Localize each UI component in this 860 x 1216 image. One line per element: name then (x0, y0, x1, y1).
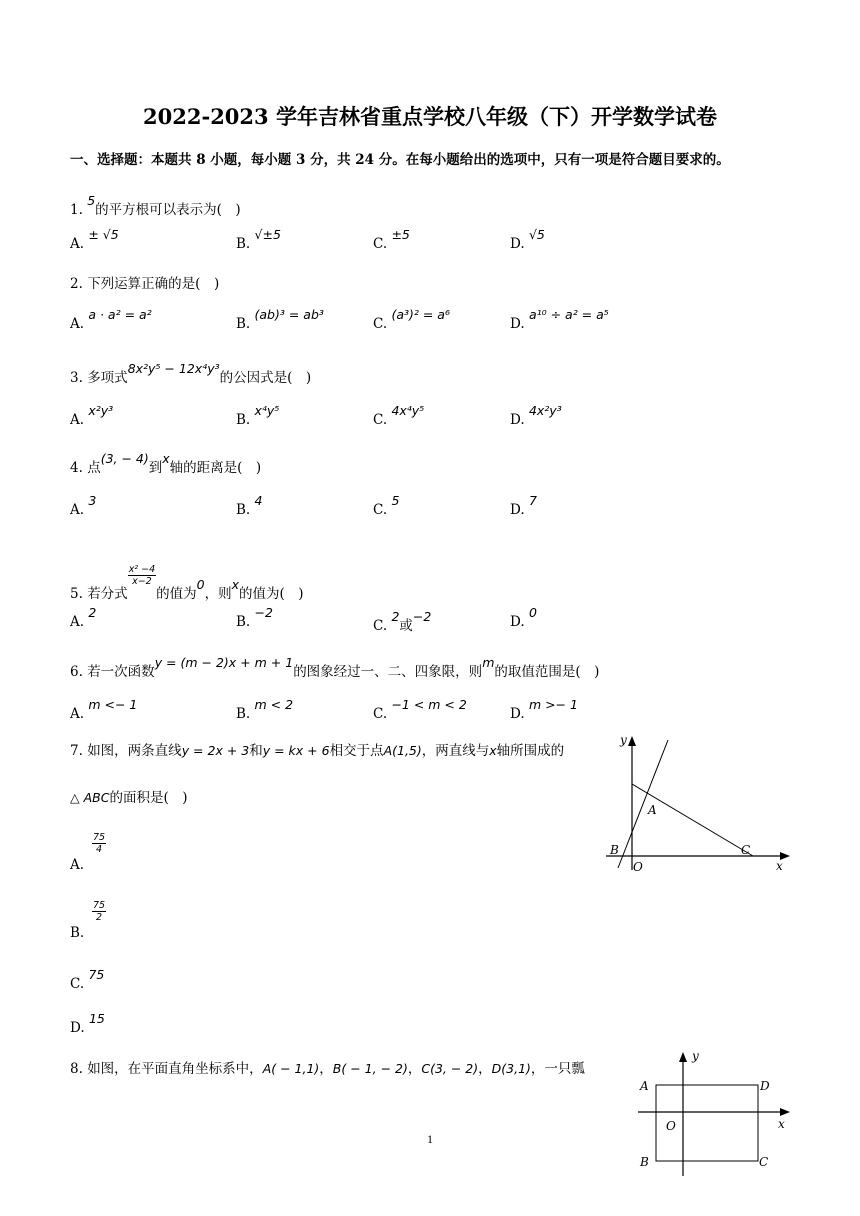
option-value: 0 (528, 605, 537, 620)
question-7-line2 (70, 786, 188, 806)
option-value: −1 < m < 2 (391, 697, 467, 712)
q1-option-a[interactable]: A. ± √5 (70, 227, 119, 252)
question-text: 的面积是( ) (109, 790, 188, 806)
question-text: 轴的距离是( ) (169, 460, 262, 476)
q3-option-b[interactable]: B. x⁴y⁵ (236, 403, 280, 428)
label-c: C (759, 1155, 769, 1169)
question-text: 多项式 (87, 370, 128, 386)
x-axis-arrow-icon (780, 1108, 790, 1116)
option-value: 4 (254, 493, 263, 508)
question-text: 若一次函数 (87, 664, 155, 680)
q1-option-c[interactable]: C. ±5 (373, 227, 410, 252)
question-number: 3. (70, 370, 83, 386)
option-value: x⁴y⁵ (254, 403, 280, 418)
q3-option-c[interactable]: C. 4x⁴y⁵ (373, 403, 425, 428)
label-x: x (776, 859, 783, 873)
option-value: m <− 1 (88, 697, 138, 712)
math-expr: 5 (87, 193, 96, 208)
option-value: 4x²y³ (528, 403, 562, 418)
math-expr: y = 2x + 3 (181, 743, 250, 758)
label-b: B (640, 1155, 649, 1169)
option-fraction: $\frac{75}{4}$ (93, 832, 106, 855)
q3-option-a[interactable]: A. x²y³ (70, 403, 114, 428)
q1-option-b[interactable]: B. √±5 (236, 227, 281, 252)
page-title: 2022-2023 学年吉林省重点学校八年级（下）开学数学试卷 (143, 104, 717, 129)
question-text: 轴所围成的 (496, 743, 565, 759)
label-o: O (666, 1119, 676, 1133)
option-value: 75 (88, 967, 105, 982)
question-number: 8. (70, 1061, 83, 1077)
question-text: ，两直线与 (421, 743, 490, 759)
q2-option-a[interactable]: A. a · a² = a² (70, 307, 152, 332)
option-value: 5 (391, 493, 400, 508)
question-text: 如图，两条直线 (87, 743, 182, 759)
option-value: 2 (391, 609, 400, 624)
math-expr: △ ABC (70, 790, 110, 805)
q3-option-d[interactable]: D. 4x²y³ (510, 403, 562, 428)
label-o: O (633, 860, 643, 874)
q4-option-d[interactable]: D. 7 (510, 493, 537, 518)
question-text: ，一只瓢 (530, 1061, 585, 1077)
label-c: C (741, 843, 751, 857)
question-text: ，则 (204, 586, 232, 602)
q7-option-d[interactable]: D. 15 (70, 1011, 105, 1036)
option-value: m < 2 (254, 697, 294, 712)
question-text: 到 (148, 460, 163, 476)
q6-option-b[interactable]: B. m < 2 (236, 697, 294, 722)
question-text: 相交于点 (329, 743, 384, 759)
q6-option-a[interactable]: A. m <− 1 (70, 697, 138, 722)
q5-option-b[interactable]: B. −2 (236, 605, 273, 630)
math-expr: A(1,5) (383, 743, 422, 758)
math-expr: y = (m − 2)x + m + 1 (154, 655, 294, 670)
question-5 (70, 564, 304, 602)
math-expr: D(3,1) (491, 1061, 531, 1076)
question-text: 的取值范围是( ) (494, 664, 600, 680)
question-text: 的公因式是( ) (219, 370, 312, 386)
q6-option-c[interactable]: C. −1 < m < 2 (373, 697, 467, 722)
label-x: x (778, 1117, 785, 1131)
question-text: 下列运算正确的是( ) (87, 276, 220, 292)
option-value: 4x⁴y⁵ (391, 403, 425, 418)
math-expr: x (489, 743, 497, 758)
question-number: 1. (70, 202, 83, 218)
question-number: 6. (70, 664, 83, 680)
option-value: √5 (528, 227, 545, 242)
figure-8-graph (630, 1048, 800, 1178)
exam-page: 2022-2023 学年吉林省重点学校八年级（下）开学数学试卷 一、选择题：本题共 8 小题，每小题 3 分，共 24 分。在每小题给出的选项中，只有一项是符合题目要求的。 1. 5的平方根可以表示为( ) A. ± √5 B. √±5 C. ±5 D. √5 2. 下列运算正确的是( ) A. a · a² = a² B. (ab)³ = ab³ C. (a³)² = a⁶ D. a¹⁰ ÷ a² = a⁵ 3. 多项式8x²y⁵ − 12x⁴y³的公因式是( ) A. x²y³ B. x⁴y⁵ C. 4x⁴y⁵ D. 4x²y³ 4. 点(3, − 4)到x轴的距离是( ) A. 3 B. 4 C. 5 D. 7 5. 若分式 $\frac{\text{x² −4}}{x-2}$ 的值为0，则x的值为( ) A. 2 B. −2 C. 2或−2 D. 0 6. 若一次函数y = (m − 2)x + m + 1的图象经过一、二、四象限，则m的取值范围是( ) A. m <− 1 B. m < 2 C. −1 < m < 2 D. m >− 1 7. 如图，两条直线y = 2x + 3和y = kx + 6相交于点A(1,5)，两直线与x轴所围成的 △ ABC的面积是( ) $\frac{75}{4}$ A. $\frac{75}{2}$ B. C. 75 D. 15 y x A B O C 8. 如图，在平面直角坐标系中，A( − 1,1)，B( − 1, − 2)，C(3, − 2)，D(3,1)，一只瓢 y x A B O C D 1 (0, 0, 860, 1216)
question-text: 如图，在平面直角坐标系中， (87, 1061, 263, 1077)
question-number: 7. (70, 743, 83, 759)
q7-option-c[interactable]: C. 75 (70, 967, 105, 992)
math-expr: 8x²y⁵ − 12x⁴y³ (127, 361, 220, 376)
line-y-2x-3 (618, 740, 668, 868)
fraction: $\frac{\text{x² −4}}{x-2}$ (128, 564, 156, 587)
question-2 (70, 272, 219, 292)
question-3 (70, 361, 312, 386)
math-expr: 0 (196, 577, 205, 592)
question-number: 5. (70, 586, 83, 602)
question-text: 的值为 (156, 586, 197, 602)
option-text: 或 (399, 618, 413, 634)
figure-7-graph (598, 730, 798, 880)
option-value: m >− 1 (528, 697, 578, 712)
q6-option-d[interactable]: D. m >− 1 (510, 697, 578, 722)
page-number: 1 (427, 1132, 433, 1146)
math-expr: x (231, 577, 240, 592)
label-b: B (610, 843, 619, 857)
q5-option-d[interactable]: D. 0 (510, 605, 537, 630)
question-text: 和 (249, 743, 263, 759)
section-heading: 一、选择题：本题共 8 小题，每小题 3 分，共 24 分。在每小题给出的选项中，只有一项是符合题目要求的。 (70, 152, 730, 168)
q1-option-d[interactable]: D. √5 (510, 227, 545, 252)
label-a: A (648, 803, 657, 817)
question-text: 的值为( ) (239, 586, 304, 602)
option-fraction: $\frac{75}{2}$ (93, 900, 106, 923)
option-value: a¹⁰ ÷ a² = a⁵ (528, 307, 609, 322)
question-number: 2. (70, 276, 83, 292)
question-6 (70, 655, 600, 680)
option-value: x²y³ (88, 403, 114, 418)
q5-option-a[interactable]: A. 2 (70, 605, 97, 630)
y-axis-arrow-icon (628, 736, 636, 746)
option-value: 2 (88, 605, 97, 620)
option-value: a · a² = a² (88, 307, 152, 322)
math-expr: C(3, − 2) (421, 1061, 479, 1076)
math-expr: m (482, 655, 495, 670)
question-text: 若分式 (87, 586, 128, 602)
question-text: 的平方根可以表示为( ) (95, 202, 241, 218)
question-1 (70, 193, 241, 218)
q2-option-c[interactable]: C. (a³)² = a⁶ (373, 307, 450, 332)
q2-option-b[interactable]: B. (ab)³ = ab³ (236, 307, 324, 332)
option-value: ± √5 (88, 227, 119, 242)
math-expr: y = kx + 6 (262, 743, 330, 758)
q4-option-b[interactable]: B. 4 (236, 493, 263, 518)
question-text: 的图象经过一、二、四象限，则 (293, 664, 483, 680)
math-expr: (3, − 4) (100, 451, 149, 466)
math-expr: A( − 1,1) (262, 1061, 320, 1076)
question-4 (70, 451, 262, 476)
option-value: (ab)³ = ab³ (254, 307, 324, 322)
question-text: 点 (87, 460, 101, 476)
line-y-kx-6 (632, 784, 753, 856)
label-y: y (692, 1049, 699, 1063)
option-value: √±5 (254, 227, 281, 242)
option-value: 7 (528, 493, 537, 508)
option-value: −2 (412, 609, 432, 624)
question-number: 4. (70, 460, 83, 476)
q4-option-a[interactable]: A. 3 (70, 493, 97, 518)
option-value: ±5 (391, 227, 410, 242)
option-value: −2 (254, 605, 273, 620)
q5-option-c[interactable]: C. 2或−2 (373, 609, 432, 634)
q4-option-c[interactable]: C. 5 (373, 493, 400, 518)
label-d: D (760, 1079, 770, 1093)
y-axis-arrow-icon (679, 1052, 687, 1062)
q2-option-d[interactable]: D. a¹⁰ ÷ a² = a⁵ (510, 307, 609, 332)
math-expr: B( − 1, − 2) (332, 1061, 408, 1076)
question-7 (70, 739, 564, 759)
option-value: (a³)² = a⁶ (391, 307, 450, 322)
option-value: 15 (88, 1011, 105, 1026)
option-value: 3 (88, 493, 97, 508)
label-y: y (620, 733, 627, 747)
label-a: A (640, 1079, 649, 1093)
question-8: 8. 如图，在平面直角坐标系中，A( − 1,1)，B( − 1, − 2)，C(3, − 2)，D(3,1)，一只瓢 (70, 1061, 585, 1077)
math-expr: x (162, 451, 170, 466)
